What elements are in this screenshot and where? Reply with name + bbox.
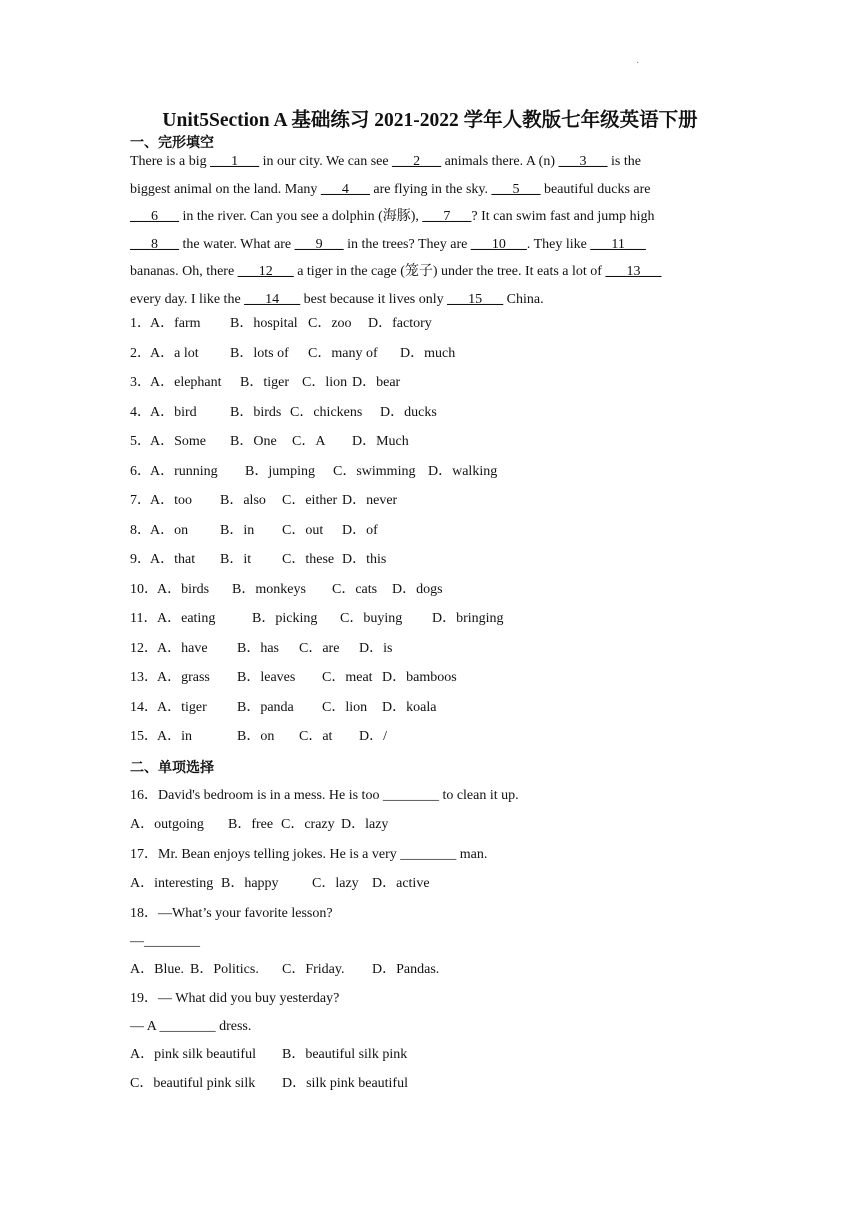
option-a[interactable]: A．birds [157, 581, 210, 597]
page-title: Unit5Section A 基础练习 2021-2022 学年人教版七年级英语下册 [162, 110, 698, 131]
passage-line: bananas. Oh, there ___12___ a tiger in the cage (笼子) under the tree. It eats a lot of ___13___ [130, 264, 662, 280]
option-b[interactable]: B．birds [230, 404, 282, 420]
passage-line: ___6___ in the river. Can you see a dolphin (海豚), ___7___? It can swim fast and jump high [130, 209, 655, 225]
option-d[interactable]: D．of [342, 522, 378, 538]
cloze-question-2 [130, 344, 455, 364]
option-b[interactable]: B．hospital [230, 316, 298, 331]
blank-14: ___14___ [244, 291, 301, 307]
blank-1: ___1___ [210, 154, 260, 169]
question-number: 1． [130, 316, 151, 331]
cloze-question-3 [130, 373, 400, 393]
option-c[interactable]: C．out [282, 522, 324, 538]
option-b[interactable]: B．lots of [230, 345, 289, 361]
option-d[interactable]: D．bamboos [382, 670, 457, 685]
option-c[interactable]: C．lion [322, 699, 368, 715]
question-number: 14． [130, 699, 158, 715]
question-19-stem: 19．— What did you buy yesterday? [130, 991, 340, 1006]
question-number: 6． [130, 463, 151, 479]
option-d[interactable]: D．bringing [432, 611, 504, 626]
question-number: 13． [130, 670, 158, 685]
question-number: 7． [130, 493, 151, 508]
option-d[interactable]: D．koala [382, 699, 437, 715]
blank-5: ___5___ [491, 181, 541, 197]
option-d[interactable]: D．ducks [380, 404, 437, 420]
option-c[interactable]: C．A [292, 434, 326, 449]
option-b[interactable]: B．it [220, 552, 252, 567]
option-b[interactable]: B．One [230, 434, 277, 449]
option-a[interactable]: A．that [150, 552, 196, 567]
option-d[interactable]: D．never [342, 493, 398, 508]
blank-7: ___7___ [422, 209, 472, 225]
blank-6: ___6___ [130, 209, 179, 225]
option-d[interactable]: D．dogs [392, 581, 443, 597]
blank-11: ___11___ [590, 236, 646, 252]
cloze-question-1 [130, 314, 432, 334]
question-number: 4． [130, 404, 151, 420]
option-c[interactable]: C．chickens [290, 404, 363, 420]
cloze-question-4 [130, 403, 437, 423]
blank-13: ___13___ [605, 264, 662, 280]
question-number: 15． [130, 729, 158, 744]
option-d[interactable]: D．/ [359, 729, 387, 744]
option-c[interactable]: C．lion [302, 375, 348, 390]
option-c[interactable]: C．these [282, 552, 335, 567]
cloze-question-14 [130, 698, 436, 718]
option-a[interactable]: A．in [157, 729, 192, 744]
blank-9: ___9___ [294, 236, 344, 252]
question-18-options [130, 960, 439, 980]
cloze-question-7 [130, 491, 397, 511]
blank-4: ___4___ [320, 181, 370, 197]
option-b[interactable]: B．beautiful silk pink [282, 1047, 408, 1062]
option-c[interactable]: C．beautiful pink silk [130, 1076, 256, 1091]
option-a[interactable]: A．interesting [130, 876, 214, 891]
option-d[interactable]: D．factory [368, 316, 432, 331]
question-19-answer-line: — A ________ dress. [130, 1019, 252, 1034]
question-18-answer-line: —________ [130, 934, 200, 949]
cloze-passage [130, 148, 720, 314]
option-b[interactable]: B．free [228, 817, 274, 832]
option-d[interactable]: D．much [400, 345, 456, 361]
option-c[interactable]: C．zoo [308, 316, 352, 331]
option-b[interactable]: B．panda [237, 699, 294, 715]
option-a[interactable]: A．a lot [150, 345, 199, 361]
passage-line: ___8___ the water. What are ___9___ in the trees? They are ___10___. They like ___11___ [130, 236, 646, 252]
option-c[interactable]: C．are [299, 640, 340, 656]
cloze-question-13 [130, 668, 457, 688]
cloze-question-12 [130, 639, 392, 659]
option-d[interactable]: D．is [359, 640, 393, 656]
option-b[interactable]: B．Politics. [190, 962, 259, 977]
option-a[interactable]: A．have [157, 640, 208, 656]
option-b[interactable]: B．jumping [245, 463, 316, 479]
passage-line: There is a big ___1___ in our city. We can see ___2___ animals there. A (n) ___3___ is the [130, 154, 641, 169]
cloze-question-5 [130, 432, 409, 452]
blank-3: ___3___ [558, 154, 608, 169]
blank-12: ___12___ [237, 264, 294, 280]
passage-line: biggest animal on the land. Many ___4___ are flying in the sky. ___5___ beautiful ducks are [130, 181, 651, 197]
blank-8: ___8___ [130, 236, 179, 252]
option-d[interactable]: D．Pandas. [372, 962, 440, 977]
question-number: 3． [130, 375, 151, 390]
option-a[interactable]: A．elephant [150, 375, 222, 390]
option-a[interactable]: A．Blue. [130, 962, 185, 977]
option-d[interactable]: D．lazy [341, 817, 389, 832]
option-a[interactable]: A．eating [157, 611, 216, 626]
option-d[interactable]: D．Much [352, 434, 409, 449]
question-18-stem: 18．—What’s your favorite lesson? [130, 906, 333, 921]
question-17-options [130, 874, 430, 894]
option-b[interactable]: B．also [220, 493, 266, 508]
blank-10: ___10___ [470, 236, 527, 252]
option-c[interactable]: C．meat [322, 670, 373, 685]
question-number: 11． [130, 611, 158, 626]
question-19-options-row2 [130, 1074, 408, 1094]
option-c[interactable]: C．lazy [312, 876, 359, 891]
option-b[interactable]: B．has [237, 640, 279, 656]
option-c[interactable]: C．swimming [333, 463, 416, 479]
option-a[interactable]: A．bird [150, 404, 197, 420]
option-a[interactable]: A．grass [157, 670, 210, 685]
option-d[interactable]: D．bear [352, 375, 401, 390]
option-d[interactable]: D．active [372, 876, 430, 891]
option-b[interactable]: B．picking [252, 611, 318, 626]
option-b[interactable]: B．on [237, 729, 275, 744]
option-b[interactable]: B．tiger [240, 375, 289, 390]
option-c[interactable]: C．at [299, 729, 333, 744]
blank-15: ___15___ [447, 291, 504, 307]
option-a[interactable]: A．pink silk beautiful [130, 1047, 256, 1062]
question-number: 5． [130, 434, 151, 449]
option-c[interactable]: C．either [282, 493, 338, 508]
option-c[interactable]: C．buying [340, 611, 403, 626]
option-d[interactable]: D．this [342, 552, 387, 567]
cloze-question-15 [130, 727, 387, 747]
passage-line: every day. I like the ___14___ best because it lives only ___15___ China. [130, 291, 544, 307]
option-a[interactable]: A．Some [150, 434, 206, 449]
option-c[interactable]: C．Friday. [282, 962, 345, 977]
question-17-stem: 17．Mr. Bean enjoys telling jokes. He is a very ________ man. [130, 847, 488, 862]
option-a[interactable]: A．farm [150, 316, 201, 331]
option-a[interactable]: A．on [150, 522, 189, 538]
cloze-question-6 [130, 462, 497, 482]
question-19-options-row1 [130, 1045, 407, 1065]
option-a[interactable]: A．too [150, 493, 192, 508]
header-mark: · [636, 58, 640, 69]
question-number: 9． [130, 552, 151, 567]
cloze-question-10 [130, 580, 443, 600]
option-a[interactable]: A．tiger [157, 699, 207, 715]
cloze-question-11 [130, 609, 504, 629]
question-number: 12． [130, 640, 158, 656]
option-a[interactable]: A．running [150, 463, 218, 479]
option-b[interactable]: B．in [220, 522, 255, 538]
cloze-question-9 [130, 550, 386, 570]
option-b[interactable]: B．monkeys [232, 581, 306, 597]
option-a[interactable]: A．outgoing [130, 817, 204, 832]
section-heading-single-choice: 二、单项选择 [130, 760, 214, 776]
option-d[interactable]: D．walking [428, 463, 498, 479]
option-b[interactable]: B．happy [221, 876, 279, 891]
option-d[interactable]: D．silk pink beautiful [282, 1076, 408, 1091]
option-c[interactable]: C．crazy [281, 817, 335, 832]
option-b[interactable]: B．leaves [237, 670, 296, 685]
question-16-stem: 16．David's bedroom is in a mess. He is too ________ to clean it up. [130, 788, 519, 803]
question-number: 10． [130, 581, 158, 597]
section-heading-cloze: 一、完形填空 [130, 135, 214, 151]
question-number: 2． [130, 345, 151, 361]
option-c[interactable]: C．many of [308, 345, 378, 361]
cloze-question-8 [130, 521, 378, 541]
question-number: 8． [130, 522, 151, 538]
blank-2: ___2___ [392, 154, 442, 169]
option-c[interactable]: C．cats [332, 581, 378, 597]
question-16-options [130, 815, 388, 835]
